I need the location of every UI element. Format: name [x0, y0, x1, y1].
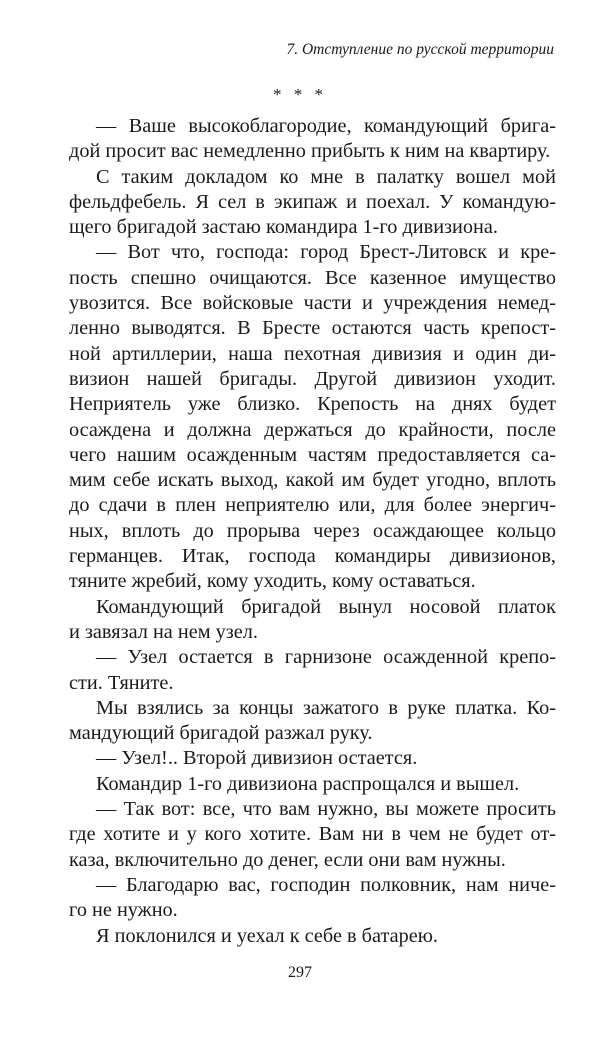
text-line: пость спешно очищаются. Все казенное имущество [69, 266, 556, 289]
text-line: Я поклонился и уехал к себе в батарею. [96, 924, 438, 947]
text-line: Командующий бригадой вынул носовой платок [96, 595, 556, 618]
text-line: ленно выводятся. В Бресте остаются часть крепост- [69, 317, 556, 340]
text-line: и завязал на нем узел. [69, 620, 258, 643]
text-line: тяните жребий, кому уходить, кому оставаться. [69, 570, 476, 593]
text-line: го не нужно. [69, 899, 178, 922]
text-line: — Благодарю вас, господин полковник, нам ниче- [96, 873, 556, 896]
text-line: С таким докладом ко мне в палатку вошел мой [96, 165, 556, 188]
text-line: ной артиллерии, наша пехотная дивизия и один ди- [69, 342, 556, 365]
text-line: осаждена и должна держаться до крайности, после [69, 418, 556, 441]
section-break: * * * [273, 85, 327, 104]
text-line: сти. Тяните. [69, 671, 174, 694]
text-line: Неприятель уже близко. Крепость на днях будет [69, 393, 556, 416]
running-header: 7. Отступление по русской территории [286, 41, 554, 58]
page-number: 297 [288, 964, 312, 981]
text-line: — Узел!.. Второй дивизион остается. [96, 747, 418, 770]
body-text [69, 114, 556, 949]
text-line: — Так вот: все, что вам нужно, вы можете просить [96, 798, 556, 821]
text-line: каза, включительно до денег, если они вам нужны. [69, 848, 506, 871]
text-line: визион нашей бригады. Другой дивизион уходит. [69, 367, 556, 390]
text-line: Командир 1-го дивизиона распрощался и вышел. [96, 772, 520, 795]
text-line: — Ваше высокоблагородие, командующий брига- [96, 115, 556, 137]
text-line: фельдфебель. Я сел в экипаж и поехал. У командую- [69, 190, 556, 213]
text-line: увозится. Все войсковые части и учреждения немед- [69, 292, 556, 315]
text-line: мандующий бригадой разжал руку. [69, 722, 373, 745]
text-line: — Вот что, господа: город Брест-Литовск и кре- [96, 241, 556, 264]
text-line: мим себе искать выход, какой им будет угодно, вплоть [69, 469, 556, 492]
text-line: щего бригадой застаю командира 1-го дивизиона. [69, 216, 498, 239]
text-line: Мы взялись за концы зажатого в руке платка. Ко- [96, 696, 556, 719]
text-line: германцев. Итак, господа командиры дивизионов, [69, 545, 556, 568]
text-line: — Узел остается в гарнизоне осажденной крепо- [96, 646, 556, 669]
text-line: дой просит вас немедленно прибыть к ним на квартиру. [69, 140, 551, 163]
text-line: где хотите и у кого хотите. Вам ни в чем не будет от- [69, 823, 556, 846]
text-line: чего нашим осажденным частям предоставляется са- [69, 443, 556, 466]
text-line: до сдачи в плен неприятелю или, для более энергич- [69, 494, 556, 517]
text-line: ных, вплоть до прорыва через осаждающее кольцо [69, 519, 556, 542]
